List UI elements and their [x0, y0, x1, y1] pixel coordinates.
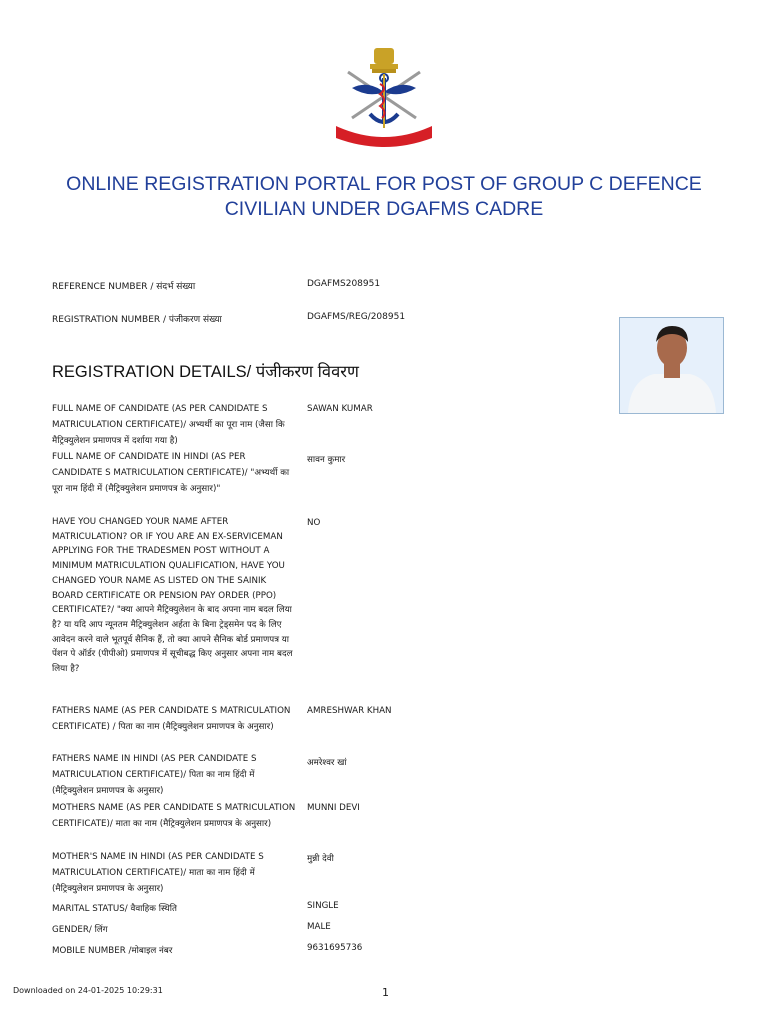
section-title-registration-details: REGISTRATION DETAILS/ पंजीकरण विवरण: [52, 363, 359, 381]
field-label-marital-status: MARITAL STATUS/ वैवाहिक स्थिति: [52, 904, 177, 914]
download-timestamp: Downloaded on 24-01-2025 10:29:31: [13, 986, 163, 995]
field-label-gender: GENDER/ लिंग: [52, 925, 108, 935]
field-label-full-name: FULL NAME OF CANDIDATE (AS PER CANDIDATE S MATRICULATION CERTIFICATE)/ अभ्यर्थी का पूरा नाम (जैसा कि मैट्रिक्युलेशन प्रमाणपत्र में दर्शाया गया है): [52, 404, 285, 446]
field-value-fathers-name: AMRESHWAR KHAN: [307, 706, 392, 716]
field-label-name-change: HAVE YOU CHANGED YOUR NAME AFTER MATRICULATION? OR IF YOU ARE AN EX-SERVICEMAN APPLYING FOR THE TRADESMEN POST WITHOUT A MINIMUM MATRICULATION QUALIFICATION, HAVE YOU CHANGED YOUR NAME AS LISTED ON THE SAINIK BOARD CERTIFICATE OR PENSION PAY ORDER (PPO) CERTIFICATE?/ "क्या आपने मैट्रिक्युलेशन के बाद अपना नाम बदल लिया है? या यदि आप न्यूनतम मैट्रिक्युलेशन अर्हता के बिना ट्रेड्समेन पद के लिए आवेदन करने वाले भूतपूर्व सैनिक हैं, तो क्या आपने सैनिक बोर्ड प्रमाणपत्र या पेंशन पे ऑर्डर (पीपीओ) प्रमाणपत्र में सूचीबद्ध किए अनुसार अपना नाम बदल लिया है?: [52, 517, 293, 675]
registration-number-label: REGISTRATION NUMBER / पंजीकरण संख्या: [52, 315, 222, 325]
field-value-gender: MALE: [307, 922, 331, 932]
candidate-photo: [619, 317, 724, 414]
field-label-mothers-name: MOTHERS NAME (AS PER CANDIDATE S MATRICULATION CERTIFICATE)/ माता का नाम (मैट्रिक्युलेशन प्रमाणपत्र के अनुसार): [52, 803, 296, 829]
field-label-fathers-name: FATHERS NAME (AS PER CANDIDATE S MATRICULATION CERTIFICATE) / पिता का नाम (मैट्रिक्युलेशन प्रमाणपत्र के अनुसार): [52, 706, 291, 732]
field-label-fathers-name-hindi: FATHERS NAME IN HINDI (AS PER CANDIDATE S MATRICULATION CERTIFICATE)/ पिता का नाम हिंदी में (मैट्रिक्युलेशन प्रमाणपत्र के अनुसार): [52, 754, 257, 796]
reference-number-label: REFERENCE NUMBER / संदर्भ संख्या: [52, 282, 196, 292]
registration-number-value: DGAFMS/REG/208951: [307, 312, 406, 322]
field-value-fathers-name-hindi: अमरेश्वर खां: [307, 758, 347, 768]
field-label-full-name-hindi: FULL NAME OF CANDIDATE IN HINDI (AS PER CANDIDATE S MATRICULATION CERTIFICATE)/ "अभ्यर्थी का पूरा नाम हिंदी में (मैट्रिक्युलेशन प्रमाणपत्र के अनुसार)": [52, 452, 290, 494]
field-value-full-name-hindi: सावन कुमार: [307, 455, 346, 465]
field-value-mothers-name: MUNNI DEVI: [307, 803, 360, 813]
field-value-mothers-name-hindi: मुन्नी देवी: [307, 854, 334, 864]
afms-emblem-logo: [330, 44, 438, 148]
field-value-marital-status: SINGLE: [307, 901, 339, 911]
field-value-mobile-number: 9631695736: [307, 943, 363, 953]
reference-number-value: DGAFMS208951: [307, 279, 381, 289]
field-label-mobile-number: MOBILE NUMBER /मोबाइल नंबर: [52, 946, 173, 956]
page-number: 1: [382, 986, 389, 999]
field-label-mothers-name-hindi: MOTHER'S NAME IN HINDI (AS PER CANDIDATE S MATRICULATION CERTIFICATE)/ माता का नाम हिंदी में (मैट्रिक्युलेशन प्रमाणपत्र के अनुसार): [52, 852, 264, 894]
page-title: ONLINE REGISTRATION PORTAL FOR POST OF GROUP C DEFENCE CIVILIAN UNDER DGAFMS CADRE: [66, 173, 702, 220]
field-value-full-name: SAWAN KUMAR: [307, 404, 373, 414]
field-value-name-change: NO: [307, 518, 321, 528]
